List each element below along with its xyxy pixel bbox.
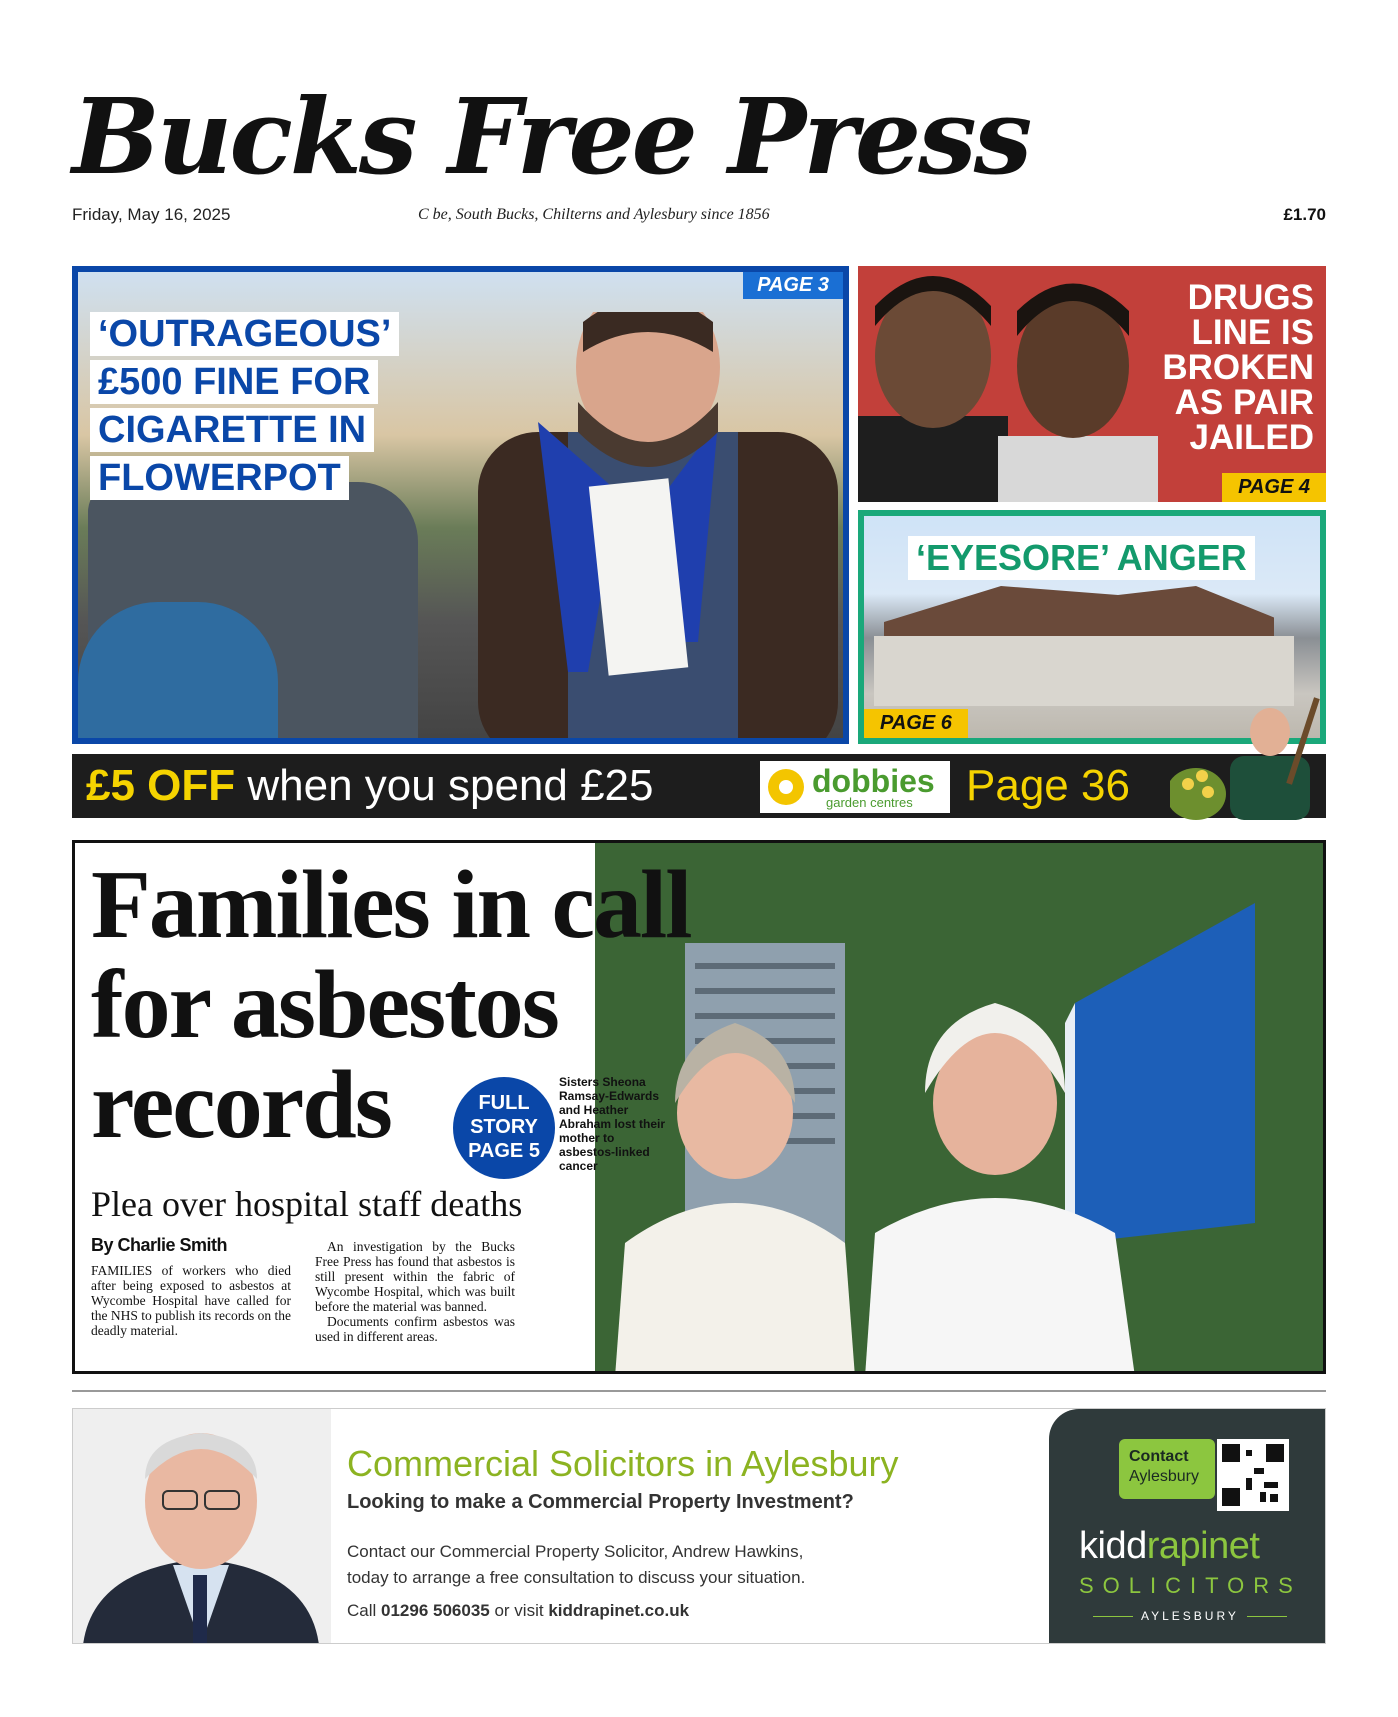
ad-call: Call 01296 506035 or visit kiddrapinet.co.uk <box>347 1601 690 1620</box>
body-column-1: FAMILIES of workers who died after being exposed to asbestos at Wycombe Hospital have called for the NHS to publish its records on the deadly material. <box>91 1263 291 1338</box>
aylesbury-label: AYLESBURY <box>1085 1609 1295 1623</box>
solicitor-advert[interactable] <box>72 1408 1326 1644</box>
fine-story-panel[interactable] <box>72 266 849 744</box>
lead-story[interactable] <box>72 840 1326 1374</box>
dobbies-sub: garden centres <box>826 795 913 810</box>
dobbies-logo <box>760 761 950 813</box>
offer-page[interactable]: Page 36 <box>966 761 1130 810</box>
qr-code-icon[interactable] <box>1217 1439 1289 1511</box>
page-tag-3[interactable]: PAGE 3 <box>743 272 843 299</box>
contact-aylesbury-label: Contact Aylesbury <box>1119 1439 1215 1499</box>
solicitors-label: SOLICITORS <box>1079 1573 1302 1598</box>
offer-strip[interactable] <box>72 754 1326 818</box>
kiddrapinet-logo: kiddrapinet <box>1079 1525 1260 1567</box>
lead-headline: Families in call for asbestos records <box>91 851 691 1159</box>
cover-price: £1.70 <box>1283 205 1326 224</box>
full-story-badge[interactable]: FULL STORY PAGE 5 <box>453 1077 555 1179</box>
dobbies-name: dobbies <box>812 763 935 799</box>
drugs-story-panel[interactable] <box>858 266 1326 502</box>
page-tag-6[interactable]: PAGE 6 <box>864 709 968 738</box>
ad-subheading: Looking to make a Commercial Property Investment? <box>347 1491 854 1513</box>
fine-headline-line-3: CIGARETTE IN <box>90 408 374 452</box>
offer-amount: £5 OFF <box>86 761 236 810</box>
body-column-2: An investigation by the Bucks Free Press has found that asbestos is still present within the fabric of Wycombe Hospital, which was built before the material was banned. Documents confirm asbestos was used in different areas. <box>315 1239 515 1344</box>
byline: By Charlie Smith <box>91 1235 228 1255</box>
kiddrapinet-panel[interactable] <box>1049 1409 1326 1644</box>
ad-website[interactable]: kiddrapinet.co.uk <box>548 1601 690 1620</box>
ad-body: Contact our Commercial Property Solicitor, Andrew Hawkins, today to arrange a free consultation to discuss your situation. <box>347 1542 806 1587</box>
eyesore-headline: ‘EYESORE’ ANGER <box>908 536 1255 580</box>
car-photo-2 <box>78 602 278 744</box>
solicitor-photo <box>73 1409 331 1644</box>
gardener-photo <box>1170 696 1330 820</box>
offer-text <box>86 760 654 812</box>
fine-headline-line-1: ‘OUTRAGEOUS’ <box>90 312 399 356</box>
sisters-hospital-photo <box>595 843 1326 1374</box>
fine-headline-line-4: FLOWERPOT <box>90 456 349 500</box>
page-tag-4[interactable]: PAGE 4 <box>1222 473 1326 502</box>
ad-heading: Commercial Solicitors in Aylesbury <box>347 1443 899 1484</box>
ad-phone[interactable]: 01296 506035 <box>381 1601 490 1620</box>
dateline: Friday, May 16, 2025 <box>72 205 231 224</box>
mugshots-photo <box>858 266 1158 502</box>
offer-condition: when you spend £25 <box>247 761 654 810</box>
tagline: C be, South Bucks, Chilterns and Aylesbury since 1856 <box>418 206 770 223</box>
flower-icon <box>768 769 804 805</box>
masthead-title: Bucks Free Press <box>72 75 1030 198</box>
divider <box>72 1390 1326 1392</box>
man-with-fine-photo <box>418 312 849 744</box>
fine-headline-line-2: £500 FINE FOR <box>90 360 378 404</box>
lead-subhead: Plea over hospital staff deaths <box>91 1184 523 1224</box>
photo-caption: Sisters Sheona Ramsay-Edwards and Heather Abraham lost their mother to asbestos-linked cancer <box>559 1075 666 1173</box>
drugs-headline: DRUGS LINE IS BROKEN AS PAIR JAILED <box>1162 278 1314 457</box>
